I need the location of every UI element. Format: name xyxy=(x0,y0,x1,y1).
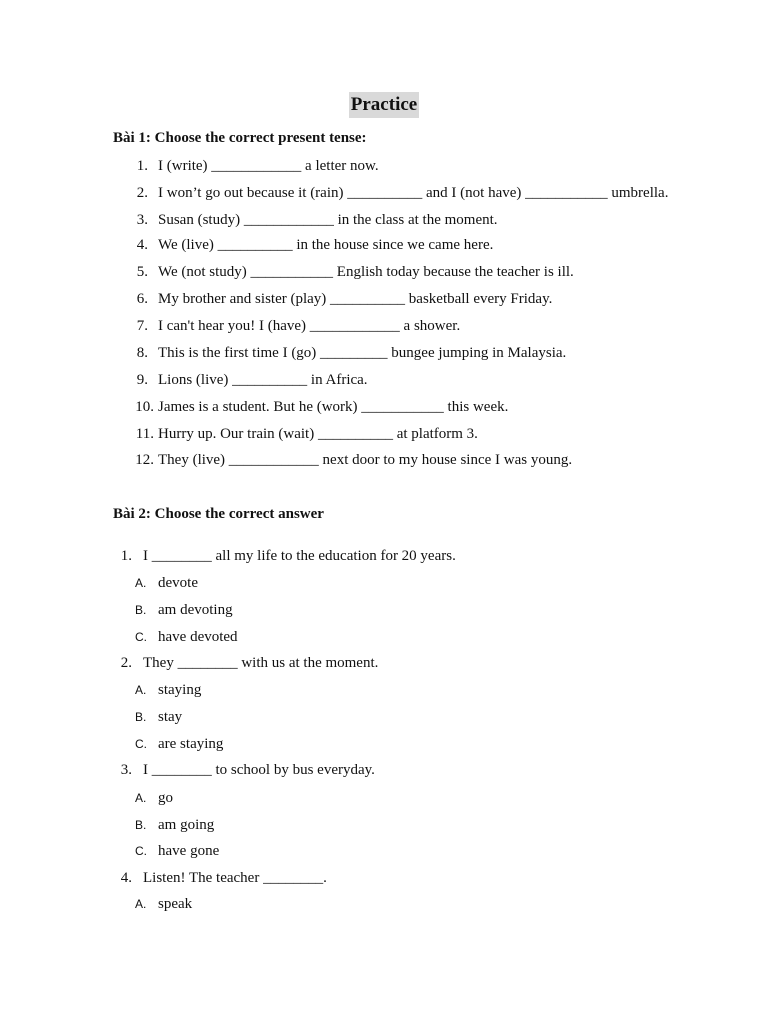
question-text: They ________ with us at the moment. xyxy=(143,655,379,671)
page-title: Practice xyxy=(349,92,419,118)
item-number: 4. xyxy=(136,237,148,253)
item-number: 7. xyxy=(136,318,148,334)
option-text: speak xyxy=(158,896,193,912)
item-number: 2. xyxy=(136,185,148,201)
item-text: Lions (live) __________ in Africa. xyxy=(158,372,368,388)
option-text: are staying xyxy=(158,736,224,752)
item-number: 9. xyxy=(136,372,148,388)
item-number: 12. xyxy=(135,452,154,468)
item-text: We (not study) ___________ English today because the teacher is ill. xyxy=(158,264,574,280)
item-number: 8. xyxy=(136,345,148,361)
item-text: My brother and sister (play) __________ basketball every Friday. xyxy=(158,291,553,307)
item-number: 5. xyxy=(136,264,148,280)
option-text: devote xyxy=(158,575,198,591)
option-text: go xyxy=(158,790,173,806)
item-number: 10. xyxy=(135,399,154,415)
option-letter: C. xyxy=(135,844,147,858)
option-text: stay xyxy=(158,709,183,725)
item-text: This is the first time I (go) _________ bungee jumping in Malaysia. xyxy=(158,345,567,361)
question-number: 1. xyxy=(120,548,132,564)
item-text: I can't hear you! I (have) ____________ a shower. xyxy=(158,318,461,334)
question-number: 3. xyxy=(120,762,132,778)
question-text: I ________ all my life to the education for 20 years. xyxy=(143,548,456,564)
option-text: am going xyxy=(158,817,215,833)
section-1-heading: Bài 1: Choose the correct present tense: xyxy=(113,130,367,146)
title-container xyxy=(0,92,768,118)
item-text: They (live) ____________ next door to my house since I was young. xyxy=(158,452,573,468)
item-text: I won’t go out because it (rain) __________ and I (not have) ___________ umbrella. xyxy=(158,185,669,201)
option-text: have devoted xyxy=(158,629,238,645)
question-number: 2. xyxy=(120,655,132,671)
item-text: James is a student. But he (work) ___________ this week. xyxy=(158,399,509,415)
option-letter: A. xyxy=(135,791,147,805)
item-number: 11. xyxy=(135,426,154,442)
option-text: am devoting xyxy=(158,602,233,618)
item-number: 1. xyxy=(136,158,148,174)
item-text: I (write) ____________ a letter now. xyxy=(158,158,379,174)
option-text: have gone xyxy=(158,843,220,859)
question-number: 4. xyxy=(120,870,132,886)
item-text: Hurry up. Our train (wait) __________ at platform 3. xyxy=(158,426,478,442)
option-letter: B. xyxy=(135,710,147,724)
item-text: Susan (study) ____________ in the class at the moment. xyxy=(158,212,498,228)
option-letter: C. xyxy=(135,630,147,644)
section-2-heading: Bài 2: Choose the correct answer xyxy=(113,506,324,522)
question-text: Listen! The teacher ________. xyxy=(143,870,327,886)
option-letter: A. xyxy=(135,576,147,590)
option-letter: C. xyxy=(135,737,147,751)
option-letter: A. xyxy=(135,897,147,911)
option-letter: A. xyxy=(135,683,147,697)
question-text: I ________ to school by bus everyday. xyxy=(143,762,375,778)
option-letter: B. xyxy=(135,818,147,832)
item-number: 3. xyxy=(136,212,148,228)
item-text: We (live) __________ in the house since we came here. xyxy=(158,237,494,253)
item-number: 6. xyxy=(136,291,148,307)
option-text: staying xyxy=(158,682,202,698)
option-letter: B. xyxy=(135,603,147,617)
